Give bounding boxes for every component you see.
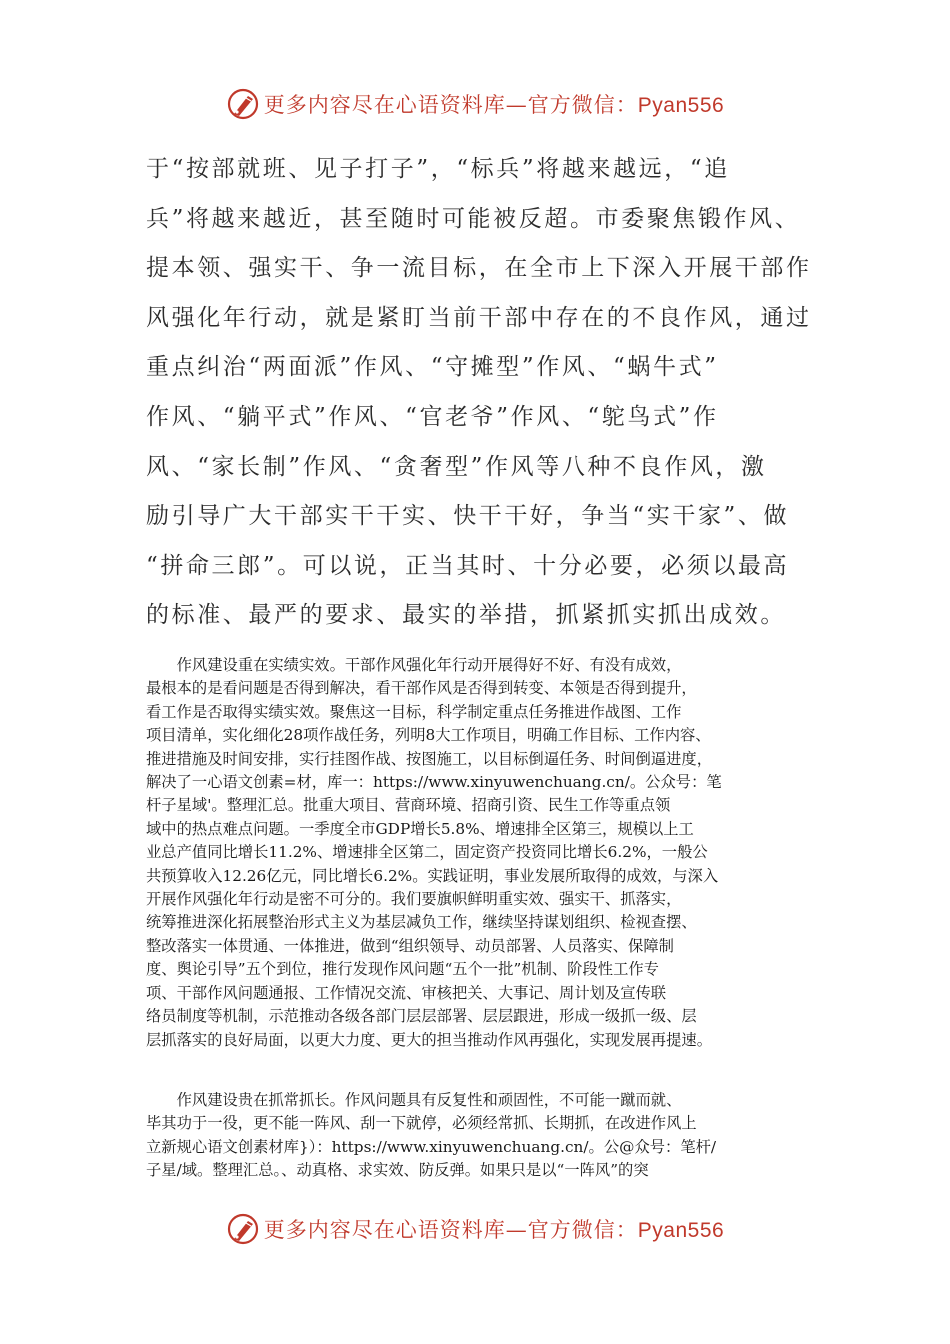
text-line: 作风建设重在实绩实效。干部作风强化年行动开展得好不好、有没有成效， — [146, 656, 682, 674]
text-line: 业总产值同比增长11.2%、增速排全区第二，固定资产投资同比增长6.2%，一般公 — [146, 843, 708, 862]
text-line: 提本领、强实干、争一流目标，在全市上下深入开展干部作 — [146, 255, 812, 282]
text-line: “拼命三郎”。可以说，正当其时、十分必要，必须以最高 — [146, 552, 790, 579]
text-line: 最根本的是看问题是否得到解决，看干部作风是否得到转变、本领是否得到提升， — [146, 679, 697, 698]
text-line: 作风建设贵在抓常抓长。作风问题具有反复性和顽固性，不可能一蹴而就、 — [146, 1091, 682, 1109]
text-line: 络员制度等机制，示范推动各级各部门层层部署、层层跟进，形成一级抓一级、层 — [146, 1007, 697, 1026]
text-line: 开展作风强化年行动是密不可分的。我们要旗帜鲜明重实效、强实干、抓落实， — [146, 890, 682, 909]
large-text-paragraph — [146, 145, 810, 641]
text-line: 域中的热点难点问题。一季度全市GDP增长5.8%、增速排全区第三，规模以上工 — [146, 819, 694, 838]
wechat-id: Pyan556 — [637, 94, 725, 117]
text-line: 励引导广大干部实干干实、快干干好，争当“实干家”、做 — [146, 503, 790, 530]
pen-nib-logo-icon — [226, 1212, 260, 1246]
text-line: 共预算收入12.26亿元，同比增长6.2%。实践证明，事业发展所取得的成效，与深入 — [146, 866, 719, 885]
wechat-id: Pyan556 — [637, 1219, 725, 1242]
text-line: 整改落实一体贯通、一体推进，做到“组织领导、动员部署、人员落实、保障制 — [146, 936, 674, 955]
pen-nib-logo-icon — [226, 87, 260, 121]
text-line: 于“按部就班、见子打子”，“标兵”将越来越远，“追 — [146, 156, 730, 182]
text-line: 统筹推进深化拓展整治形式主义为基层减负工作，继续坚持谋划组织、检视查摆、 — [146, 913, 697, 932]
text-line: 立新规心语文创素材库}）：https://www.xinyuwenchuang.cn/。公@众号：笔杆/ — [146, 1137, 717, 1156]
text-line: 兵”将越来越近，甚至随时可能被反超。市委聚焦锻作风、 — [146, 205, 801, 232]
text-line: 毕其功于一役，更不能一阵风、刮一下就停，必须经常抓、长期抓，在改进作风上 — [146, 1114, 697, 1133]
text-line: 项、干部作风问题通报、工作情况交流、审核把关、大事记、周计划及宣传联 — [146, 983, 667, 1002]
footer-banner — [0, 1209, 950, 1249]
header-banner — [0, 84, 950, 124]
text-line: 子星/域。整理汇总。、动真格、求实效、防反弹。如果只是以“一阵风”的突 — [146, 1161, 649, 1180]
text-line: 风、“家长制”作风、“贪奢型”作风等八种不良作风，激 — [146, 453, 767, 480]
text-line: 层抓落实的良好局面，以更大力度、更大的担当推动作风再强化，实现发展再提速。 — [146, 1030, 712, 1049]
text-line: 杆子星域'。整理汇总。批重大项目、营商环境、招商引资、民生工作等重点领 — [146, 796, 671, 815]
body-paragraph-2 — [146, 1089, 814, 1183]
text-line: 作风、“躺平式”作风、“官老爷”作风、“鸵鸟式”作 — [146, 403, 719, 430]
text-line: 推进措施及时间安排，实行挂图作战、按图施工，以目标倒逼任务、时间倒逼进度， — [146, 749, 712, 768]
text-line: 看工作是否取得实绩实效。聚焦这一目标，科学制定重点任务推进作战图、工作 — [146, 702, 682, 721]
text-line: 的标准、最严的要求、最实的举措，抓紧抓实抓出成效。 — [146, 602, 786, 629]
banner-text: 更多内容尽在心语资料库—官方微信：Pyan556 — [263, 1218, 725, 1242]
text-line: 重点纠治“两面派”作风、“守摊型”作风、“蜗牛式” — [146, 354, 719, 381]
body-paragraph-1 — [146, 654, 814, 1052]
banner-text: 更多内容尽在心语资料库—官方微信：Pyan556 — [263, 93, 725, 117]
text-line: 度、舆论引导”五个到位，推行发现作风问题“五个一批”机制、阶段性工作专 — [146, 960, 659, 979]
text-line: 项目清单，实化细化28项作战任务，列明8大工作项目，明确工作目标、工作内容、 — [146, 726, 711, 745]
text-line: 风强化年行动，就是紧盯当前干部中存在的不良作风，通过 — [146, 304, 812, 331]
text-line: 解决了一心语文创素=材，库一：https://www.xinyuwenchuang.cn/。公众号：笔 — [146, 773, 722, 792]
